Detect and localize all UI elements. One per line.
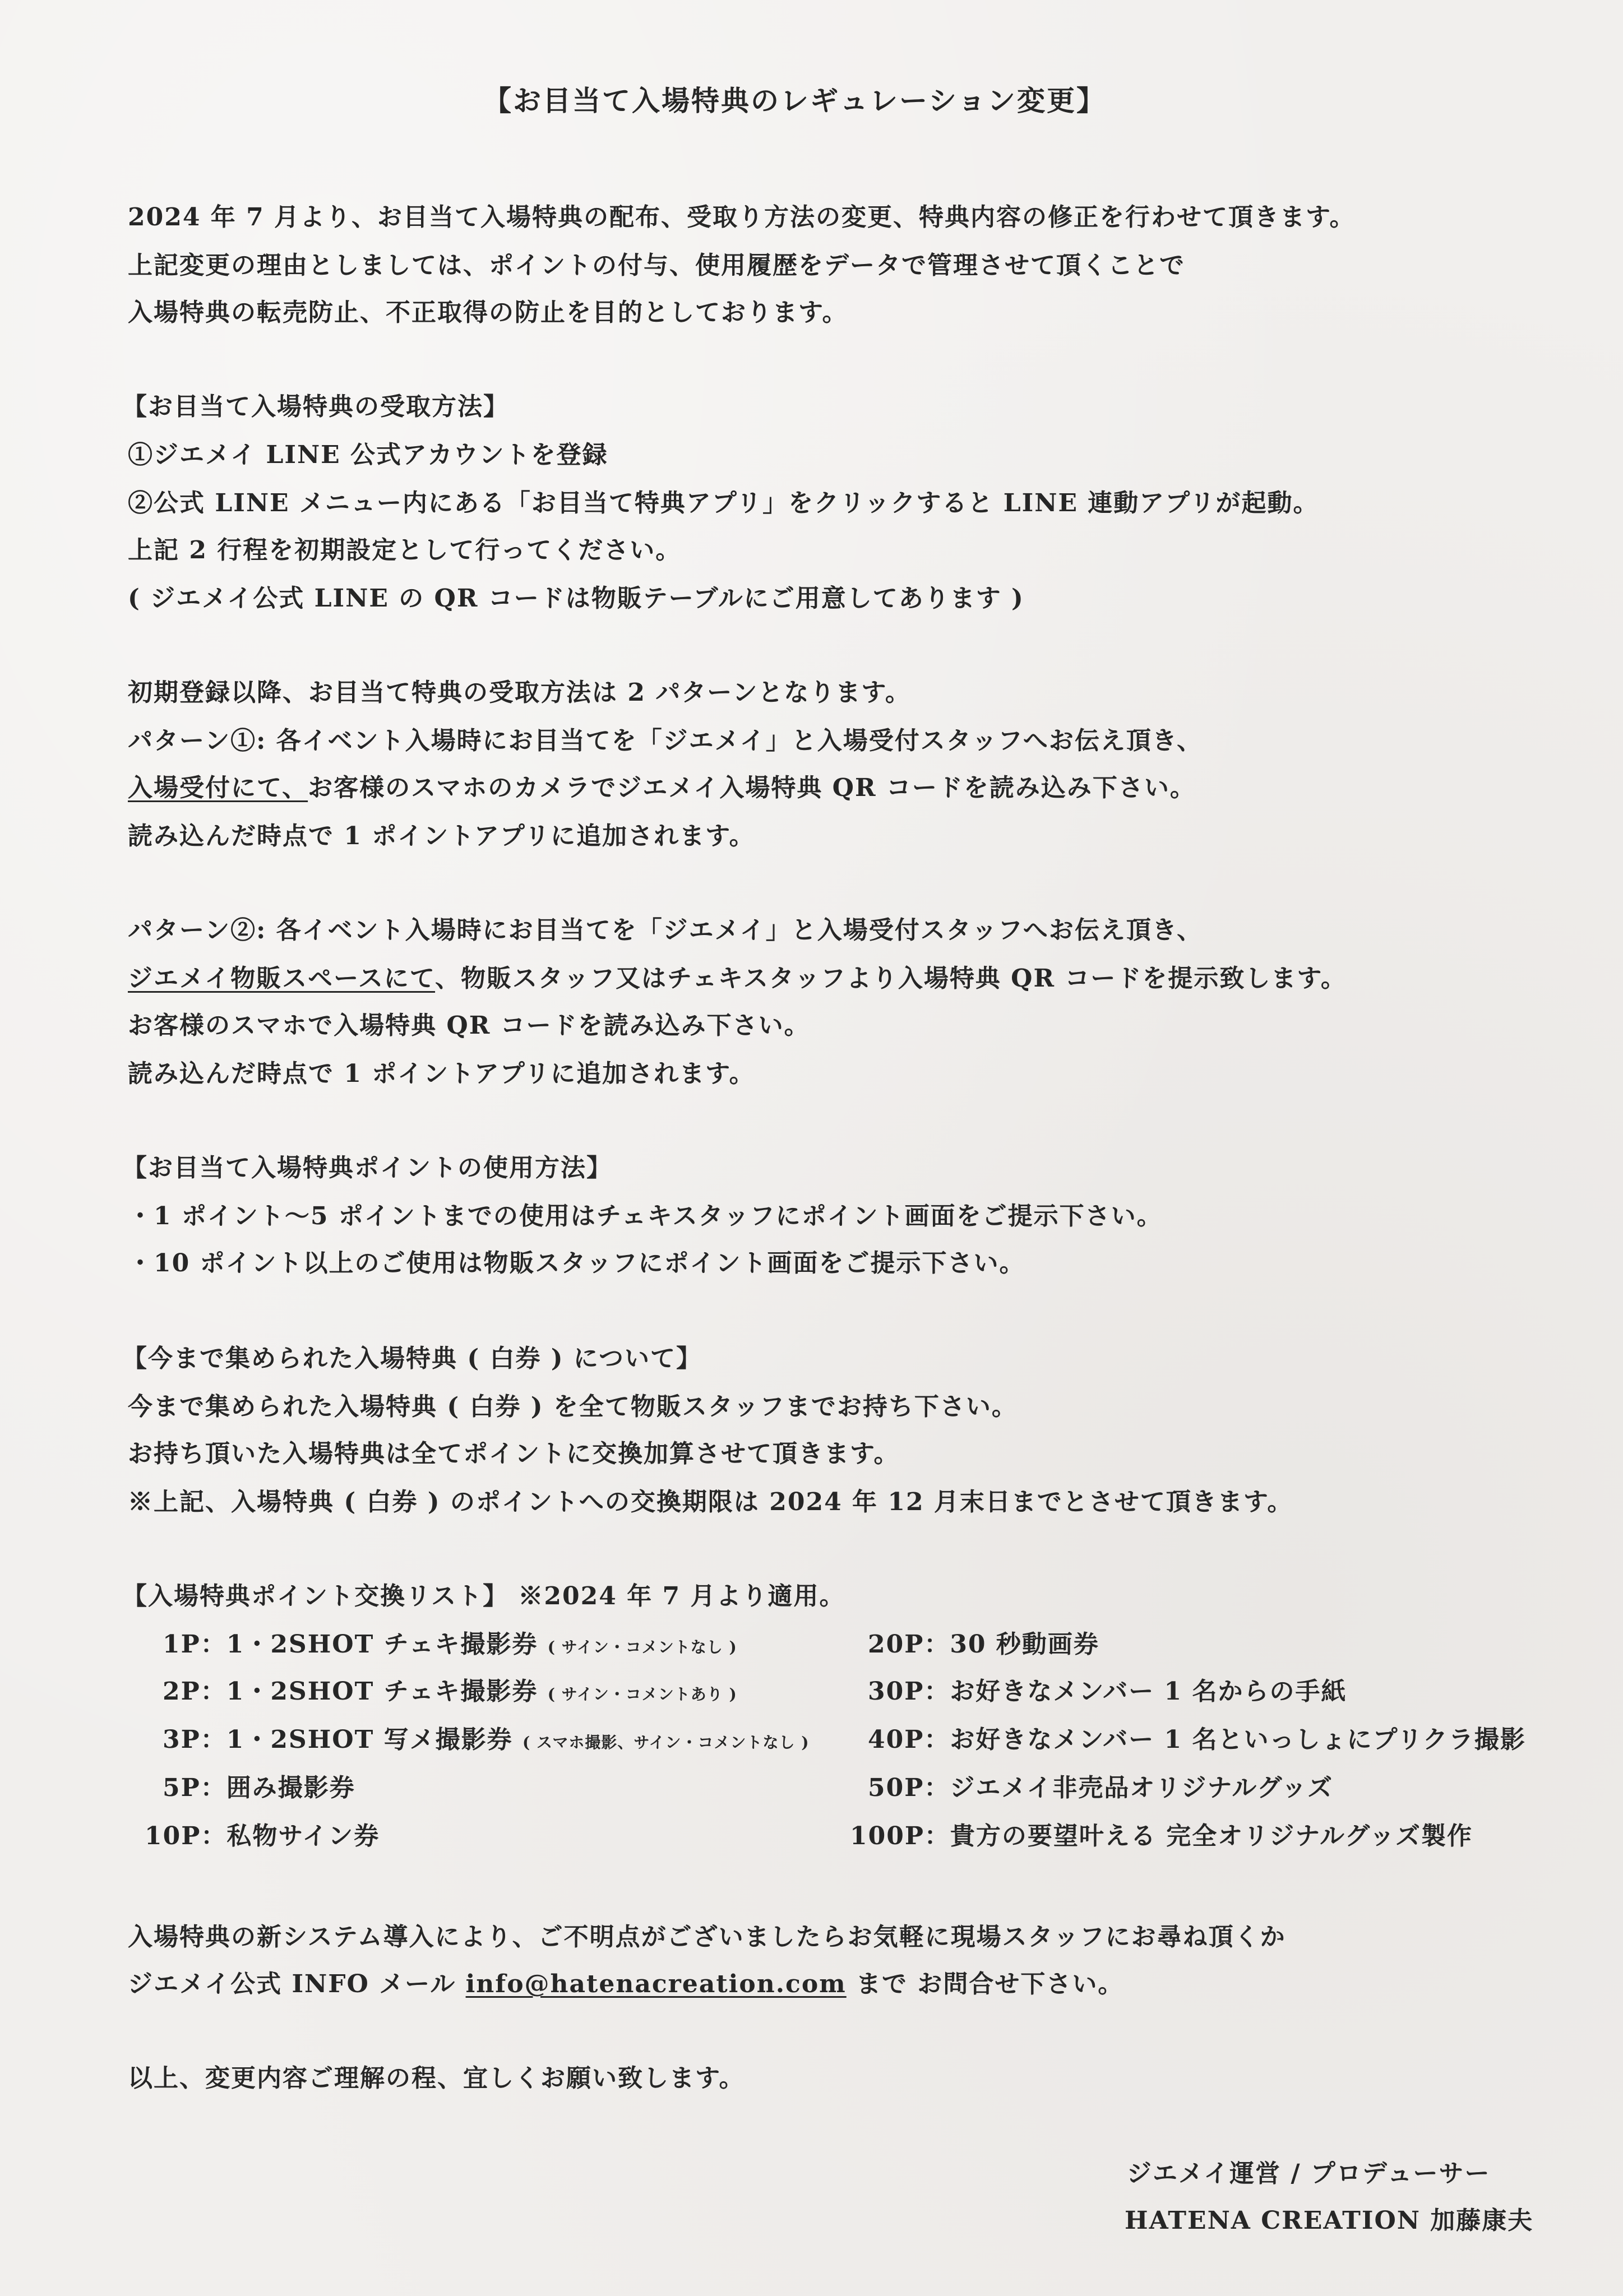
signature-role: ジエメイ運営 / プロデューサー: [1127, 2159, 1491, 2188]
contact-suffix: まで お問合せ下さい。: [846, 1970, 1124, 1998]
pattern-2-line-3: お客様のスマホで入場特典 QR コードを読み込み下さい。: [128, 1011, 810, 1040]
exchange-left-item-5: [145, 1820, 380, 1853]
exchange-left-item-4: [163, 1771, 355, 1805]
receive-line-3: 上記 2 行程を初期設定として行ってください。: [128, 536, 682, 564]
pattern-2-location: ジエメイ物販スペースにて: [128, 964, 436, 993]
receive-line-2: ②公式 LINE メニュー内にある「お目当て特典アプリ」をクリックすると LINE 連動アプリが起動。: [128, 489, 1319, 517]
exchange-left-item-2: [163, 1675, 737, 1711]
closing-line: 以上、変更内容ご理解の程、宜しくお願い致します。: [128, 2064, 745, 2093]
exchange-left-item-3-note: ( スマホ撮影、サイン・コメントなし ): [522, 1733, 810, 1752]
exchange-left-item-1: [163, 1628, 737, 1664]
exchange-left-item-2-note: ( サイン・コメントあり ): [547, 1685, 737, 1704]
old-tickets-line-1: 今まで集められた入場特典 ( 白券 ) を全て物販スタッフまでお持ち下さい。: [128, 1392, 1018, 1421]
pattern-1-line-1: パターン①: 各イベント入場時にお目当てを「ジエメイ」と入場受付スタッフへお伝え頂き、: [128, 726, 1203, 755]
intro-line-2: 上記変更の理由としましては、ポイントの付与、使用履歴をデータで管理させて頂くことで: [128, 251, 1185, 280]
receive-line-4: ( ジエメイ公式 LINE の QR コードは物販テーブルにご用意してあります ): [128, 584, 1024, 613]
contact-line-1: 入場特典の新システム導入により、ご不明点がございましたらお気軽に現場スタッフにお尋ね頂くか: [128, 1923, 1286, 1951]
contact-prefix: ジエメイ公式 INFO メール: [128, 1970, 466, 1998]
exchange-right-item-2: 30P：お好きなメンバー 1 名からの手紙: [868, 1677, 1347, 1706]
receive-heading: 【お目当て入場特典の受取方法】: [122, 392, 509, 421]
pattern-1-line-3: 読み込んだ時点で 1 ポイントアプリに追加されます。: [128, 822, 755, 850]
exchange-right-item-3: 40P：お好きなメンバー 1 名といっしょにプリクラ撮影: [868, 1725, 1526, 1754]
exchange-left-item-5-label: 10P：私物サイン券: [145, 1822, 380, 1850]
exchange-heading: 【入場特典ポイント交換リスト】 ※2024 年 7 月より適用。: [122, 1582, 845, 1610]
exchange-left-item-1-label: 1P：1・2SHOT チェキ撮影券: [163, 1630, 538, 1659]
document-title: 【お目当て入場特典のレギュレーション変更】: [483, 84, 1106, 117]
pattern-2-line-2: [128, 962, 1347, 996]
contact-line-2: [128, 1968, 1123, 2001]
usage-heading: 【お目当て入場特典ポイントの使用方法】: [122, 1154, 612, 1182]
pattern-2-instruction: 、物販スタッフ又はチェキスタッフより入場特典 QR コードを提示致します。: [435, 964, 1347, 993]
exchange-left-item-4-label: 5P：囲み撮影券: [163, 1774, 355, 1802]
old-tickets-heading: 【今まで集められた入場特典 ( 白券 ) について】: [122, 1344, 702, 1373]
exchange-right-item-5: 100P：貴方の要望叶える 完全オリジナルグッズ製作: [850, 1822, 1473, 1850]
pattern-1-location: 入場受付にて、: [128, 774, 308, 802]
exchange-right-item-4: 50P：ジエメイ非売品オリジナルグッズ: [868, 1774, 1334, 1802]
usage-line-2: ・10 ポイント以上のご使用は物販スタッフにポイント画面をご提示下さい。: [128, 1249, 1025, 1277]
pattern-1-instruction: お客様のスマホのカメラでジエメイ入場特典 QR コードを読み込み下さい。: [308, 774, 1196, 802]
signature-name: HATENA CREATION 加藤康夫: [1125, 2206, 1534, 2235]
intro-line-3: 入場特典の転売防止、不正取得の防止を目的としております。: [128, 298, 848, 327]
email-link[interactable]: info@hatenacreation.com: [465, 1970, 847, 1998]
pattern-2-line-4: 読み込んだ時点で 1 ポイントアプリに追加されます。: [128, 1059, 755, 1088]
receive-line-1: ①ジエメイ LINE 公式アカウントを登録: [128, 441, 608, 469]
pattern-1-line-2: [128, 771, 1196, 805]
exchange-right-item-1: 20P：30 秒動画券: [868, 1630, 1099, 1659]
intro-line-1: 2024 年 7 月より、お目当て入場特典の配布、受取り方法の変更、特典内容の修正を行わせて頂きます。: [128, 203, 1356, 232]
exchange-left-item-1-note: ( サイン・コメントなし ): [547, 1638, 737, 1656]
exchange-left-item-3-label: 3P：1・2SHOT 写メ撮影券: [163, 1725, 513, 1754]
exchange-left-item-3: [163, 1723, 809, 1760]
patterns-intro: 初期登録以降、お目当て特典の受取方法は 2 パターンとなります。: [128, 678, 911, 707]
old-tickets-line-3: ※上記、入場特典 ( 白券 ) のポイントへの交換期限は 2024 年 12 月末日までとさせて頂きます。: [128, 1488, 1293, 1516]
old-tickets-line-2: お持ち頂いた入場特典は全てポイントに交換加算させて頂きます。: [128, 1439, 900, 1468]
pattern-2-line-1: パターン②: 各イベント入場時にお目当てを「ジエメイ」と入場受付スタッフへお伝え頂き、: [128, 916, 1203, 945]
usage-line-1: ・1 ポイント〜5 ポイントまでの使用はチェキスタッフにポイント画面をご提示下さい。: [128, 1202, 1163, 1230]
exchange-left-item-2-label: 2P：1・2SHOT チェキ撮影券: [163, 1677, 538, 1706]
